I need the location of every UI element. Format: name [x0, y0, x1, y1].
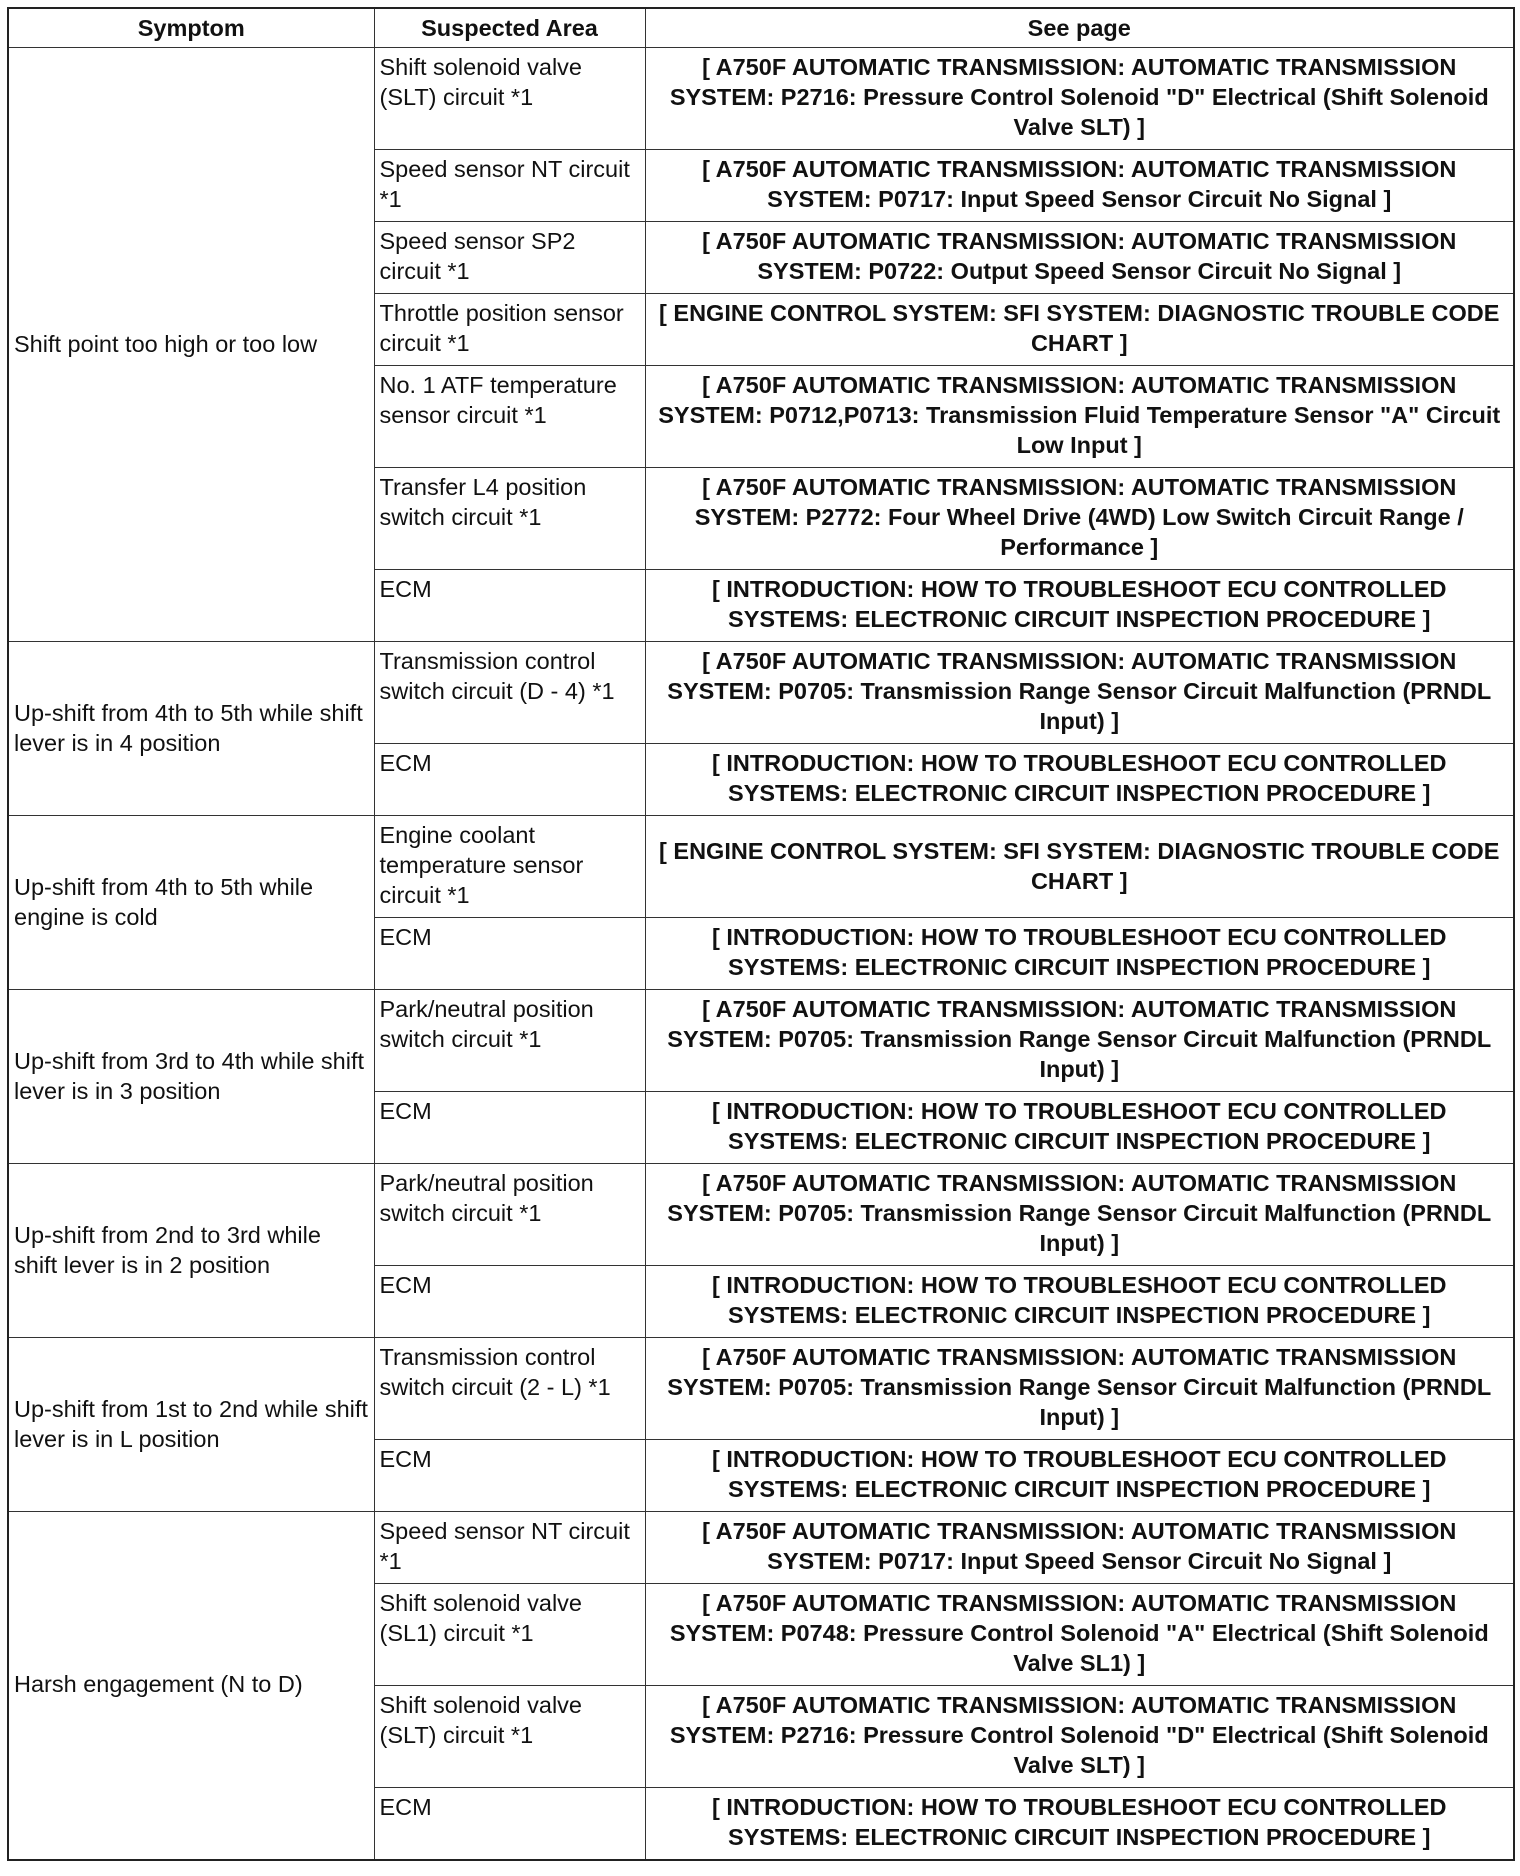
see-page-link[interactable]: [ A750F AUTOMATIC TRANSMISSION: AUTOMATIC TRANSMISSION SYSTEM: P0705: Transmission Range Sensor Circuit Malfunction (PRNDL Input) ] [645, 1338, 1514, 1440]
see-page-link[interactable]: [ A750F AUTOMATIC TRANSMISSION: AUTOMATIC TRANSMISSION SYSTEM: P0717: Input Speed Sensor Circuit No Signal ] [645, 1512, 1514, 1584]
suspected-area-cell: Speed sensor NT circuit *1 [374, 150, 645, 222]
see-page-link[interactable]: [ INTRODUCTION: HOW TO TROUBLESHOOT ECU CONTROLLED SYSTEMS: ELECTRONIC CIRCUIT INSPECTION PROCEDURE ] [645, 918, 1514, 990]
suspected-area-cell: ECM [374, 1092, 645, 1164]
see-page-link[interactable]: [ INTRODUCTION: HOW TO TROUBLESHOOT ECU CONTROLLED SYSTEMS: ELECTRONIC CIRCUIT INSPECTION PROCEDURE ] [645, 1266, 1514, 1338]
see-page-link[interactable]: [ A750F AUTOMATIC TRANSMISSION: AUTOMATIC TRANSMISSION SYSTEM: P0717: Input Speed Sensor Circuit No Signal ] [645, 150, 1514, 222]
symptom-cell: Shift point too high or too low [8, 48, 374, 642]
suspected-area-cell: Shift solenoid valve (SLT) circuit *1 [374, 1686, 645, 1788]
suspected-area-cell: ECM [374, 1788, 645, 1860]
table-row [8, 1512, 1514, 1584]
see-page-link[interactable]: [ INTRODUCTION: HOW TO TROUBLESHOOT ECU CONTROLLED SYSTEMS: ELECTRONIC CIRCUIT INSPECTION PROCEDURE ] [645, 1440, 1514, 1512]
suspected-area-cell: Shift solenoid valve (SL1) circuit *1 [374, 1584, 645, 1686]
see-page-link[interactable]: [ A750F AUTOMATIC TRANSMISSION: AUTOMATIC TRANSMISSION SYSTEM: P0705: Transmission Range Sensor Circuit Malfunction (PRNDL Input) ] [645, 990, 1514, 1092]
symptom-cell: Up-shift from 2nd to 3rd while shift lever is in 2 position [8, 1164, 374, 1338]
see-page-link[interactable]: [ A750F AUTOMATIC TRANSMISSION: AUTOMATIC TRANSMISSION SYSTEM: P0705: Transmission Range Sensor Circuit Malfunction (PRNDL Input) ] [645, 1164, 1514, 1266]
see-page-link[interactable]: [ A750F AUTOMATIC TRANSMISSION: AUTOMATIC TRANSMISSION SYSTEM: P2716: Pressure Control Solenoid "D" Electrical (Shift Solenoid Valve SLT) ] [645, 1686, 1514, 1788]
suspected-area-cell: Engine coolant temperature sensor circuit *1 [374, 816, 645, 918]
symptom-cell: Harsh engagement (N to D) [8, 1512, 374, 1860]
table-row [8, 1338, 1514, 1440]
suspected-area-cell: Shift solenoid valve (SLT) circuit *1 [374, 48, 645, 150]
suspected-area-cell: Speed sensor SP2 circuit *1 [374, 222, 645, 294]
see-page-link[interactable]: [ A750F AUTOMATIC TRANSMISSION: AUTOMATIC TRANSMISSION SYSTEM: P0722: Output Speed Sensor Circuit No Signal ] [645, 222, 1514, 294]
header-see-page: See page [645, 8, 1514, 48]
see-page-link[interactable]: [ INTRODUCTION: HOW TO TROUBLESHOOT ECU CONTROLLED SYSTEMS: ELECTRONIC CIRCUIT INSPECTION PROCEDURE ] [645, 1788, 1514, 1860]
suspected-area-cell: ECM [374, 1440, 645, 1512]
suspected-area-cell: No. 1 ATF temperature sensor circuit *1 [374, 366, 645, 468]
see-page-link[interactable]: [ A750F AUTOMATIC TRANSMISSION: AUTOMATIC TRANSMISSION SYSTEM: P2772: Four Wheel Drive (4WD) Low Switch Circuit Range / Performance ] [645, 468, 1514, 570]
table-row [8, 990, 1514, 1092]
suspected-area-cell: ECM [374, 744, 645, 816]
see-page-link[interactable]: [ A750F AUTOMATIC TRANSMISSION: AUTOMATIC TRANSMISSION SYSTEM: P2716: Pressure Control Solenoid "D" Electrical (Shift Solenoid Valve SLT) ] [645, 48, 1514, 150]
table-row [8, 816, 1514, 918]
suspected-area-cell: Transmission control switch circuit (2 - L) *1 [374, 1338, 645, 1440]
troubleshooting-table [7, 7, 1515, 1861]
suspected-area-cell: Throttle position sensor circuit *1 [374, 294, 645, 366]
see-page-link[interactable]: [ A750F AUTOMATIC TRANSMISSION: AUTOMATIC TRANSMISSION SYSTEM: P0712,P0713: Transmission Fluid Temperature Sensor "A" Circuit Low Input ] [645, 366, 1514, 468]
symptom-cell: Up-shift from 4th to 5th while shift lever is in 4 position [8, 642, 374, 816]
symptom-cell: Up-shift from 1st to 2nd while shift lever is in L position [8, 1338, 374, 1512]
suspected-area-cell: Speed sensor NT circuit *1 [374, 1512, 645, 1584]
table-row [8, 642, 1514, 744]
suspected-area-cell: Transmission control switch circuit (D - 4) *1 [374, 642, 645, 744]
see-page-link[interactable]: [ INTRODUCTION: HOW TO TROUBLESHOOT ECU CONTROLLED SYSTEMS: ELECTRONIC CIRCUIT INSPECTION PROCEDURE ] [645, 570, 1514, 642]
suspected-area-cell: ECM [374, 918, 645, 990]
header-symptom: Symptom [8, 8, 374, 48]
table-row [8, 48, 1514, 150]
table-row [8, 1164, 1514, 1266]
see-page-link[interactable]: [ A750F AUTOMATIC TRANSMISSION: AUTOMATIC TRANSMISSION SYSTEM: P0705: Transmission Range Sensor Circuit Malfunction (PRNDL Input) ] [645, 642, 1514, 744]
suspected-area-cell: ECM [374, 570, 645, 642]
see-page-link[interactable]: [ ENGINE CONTROL SYSTEM: SFI SYSTEM: DIAGNOSTIC TROUBLE CODE CHART ] [645, 294, 1514, 366]
suspected-area-cell: Transfer L4 position switch circuit *1 [374, 468, 645, 570]
see-page-link[interactable]: [ A750F AUTOMATIC TRANSMISSION: AUTOMATIC TRANSMISSION SYSTEM: P0748: Pressure Control Solenoid "A" Electrical (Shift Solenoid Valve SL1) ] [645, 1584, 1514, 1686]
suspected-area-cell: ECM [374, 1266, 645, 1338]
header-row [8, 8, 1514, 48]
see-page-link[interactable]: [ INTRODUCTION: HOW TO TROUBLESHOOT ECU CONTROLLED SYSTEMS: ELECTRONIC CIRCUIT INSPECTION PROCEDURE ] [645, 1092, 1514, 1164]
symptom-cell: Up-shift from 3rd to 4th while shift lever is in 3 position [8, 990, 374, 1164]
symptom-cell: Up-shift from 4th to 5th while engine is cold [8, 816, 374, 990]
see-page-link[interactable]: [ INTRODUCTION: HOW TO TROUBLESHOOT ECU CONTROLLED SYSTEMS: ELECTRONIC CIRCUIT INSPECTION PROCEDURE ] [645, 744, 1514, 816]
suspected-area-cell: Park/neutral position switch circuit *1 [374, 990, 645, 1092]
header-suspected-area: Suspected Area [374, 8, 645, 48]
see-page-link[interactable]: [ ENGINE CONTROL SYSTEM: SFI SYSTEM: DIAGNOSTIC TROUBLE CODE CHART ] [645, 816, 1514, 918]
suspected-area-cell: Park/neutral position switch circuit *1 [374, 1164, 645, 1266]
